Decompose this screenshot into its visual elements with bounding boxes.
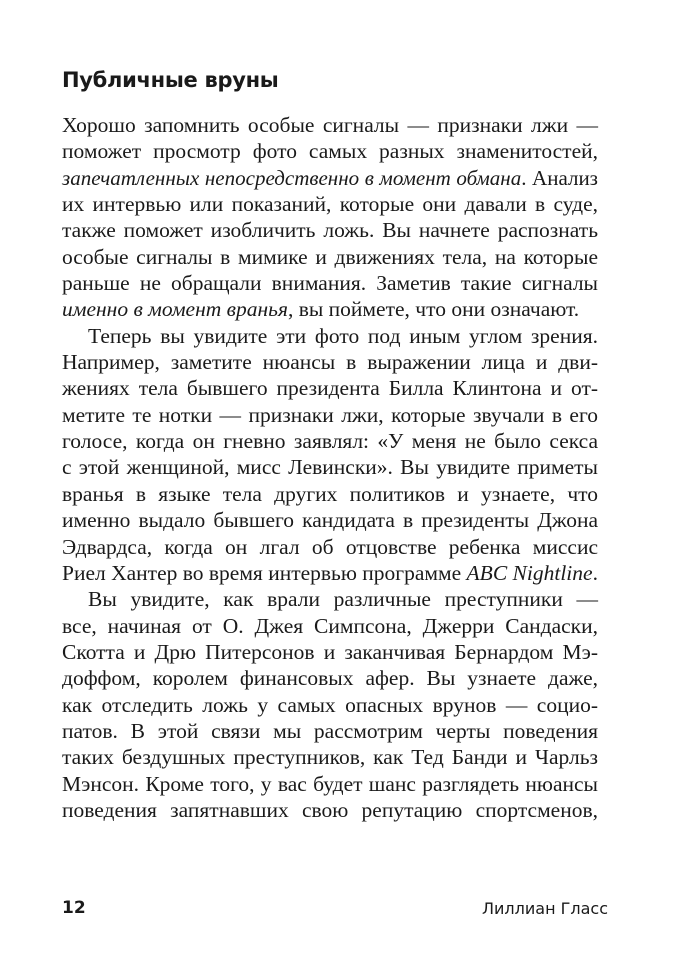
text-line — [62, 718, 598, 744]
text-run: . Анализ — [521, 165, 598, 190]
text-line — [62, 797, 598, 823]
text-run: . — [592, 560, 598, 585]
text-run: поможет просмотр фото самых разных знаменитостей, — [62, 139, 598, 164]
text-run: Вы увидите, как врали различные преступники — — [88, 587, 598, 612]
text-run: как отследить ложь у самых опасных врунов — социо- — [62, 692, 598, 717]
text-run: , вы поймете, что они означают. — [287, 297, 580, 322]
text-line — [62, 507, 598, 533]
text-run: поведения запятнавших свою репутацию спортсменов, — [62, 797, 598, 822]
text-line — [62, 191, 598, 217]
text-line — [62, 349, 598, 375]
section-heading: Публичные вруны — [62, 68, 279, 92]
text-line — [62, 217, 598, 243]
text-run: Скотта и Дрю Питерсонов и заканчивая Бернардом Мэ- — [62, 639, 598, 664]
text-line — [62, 665, 598, 691]
text-run: Мэнсон. Кроме того, у вас будет шанс разглядеть нюансы — [62, 771, 598, 796]
text-line — [62, 270, 598, 296]
text-run: Риел Хантер во время интервью программе — [62, 560, 467, 585]
text-line — [62, 454, 598, 480]
text-run: таких бездушных преступников, как Тед Банди и Чарльз — [62, 745, 598, 770]
text-run: Теперь вы увидите эти фото под иным углом зрения. — [88, 323, 598, 348]
text-run: раньше не обращали внимания. Заметив такие сигналы — [62, 271, 598, 296]
italic-text-run: ABC Nightline — [466, 560, 593, 585]
italic-text-run: запечатленных непосредственно в момент обмана — [62, 165, 522, 190]
text-run: также поможет изобличить ложь. Вы начнете распознать — [62, 218, 598, 243]
italic-text-run: именно в момент вранья — [62, 297, 288, 322]
text-line — [62, 323, 598, 349]
text-run: все, начиная от О. Джея Симпсона, Джерри Сандаски, — [62, 613, 598, 638]
text-line — [62, 771, 598, 797]
text-line — [62, 165, 598, 191]
text-line — [62, 112, 598, 138]
running-footer-author: Лиллиан Гласс — [481, 899, 608, 918]
text-run: вранья в языке тела других политиков и узнаете, что — [62, 481, 598, 506]
text-run: Эдвардса, когда он лгал об отцовстве ребенка миссис — [62, 534, 598, 559]
page-number: 12 — [62, 898, 86, 918]
body-text — [62, 112, 598, 823]
text-run: голосе, когда он гневно заявлял: «У меня не было секса — [62, 429, 598, 454]
text-line — [62, 138, 598, 164]
text-run: с этой женщиной, мисс Левински». Вы увидите приметы — [62, 455, 598, 480]
text-line — [62, 402, 598, 428]
text-run: жениях тела бывшего президента Билла Клинтона и от- — [62, 376, 598, 401]
text-line — [62, 534, 598, 560]
text-line — [62, 560, 598, 586]
text-line — [62, 375, 598, 401]
text-line — [62, 639, 598, 665]
text-run: именно выдало бывшего кандидата в президенты Джона — [62, 508, 598, 533]
text-line — [62, 481, 598, 507]
text-run: доффом, королем финансовых афер. Вы узнаете даже, — [62, 666, 598, 691]
text-run: патов. В этой связи мы рассмотрим черты поведения — [62, 718, 598, 743]
text-run: Например, заметите нюансы в выражении лица и дви- — [62, 350, 598, 375]
text-line — [62, 296, 598, 322]
text-line — [62, 244, 598, 270]
text-run: Хорошо запомнить особые сигналы — признаки лжи — — [62, 113, 598, 137]
text-run: их интервью или показаний, которые они давали в суде, — [62, 192, 598, 217]
text-run: метите те нотки — признаки лжи, которые звучали в его — [62, 402, 598, 427]
text-run: особые сигналы в мимике и движениях тела, на которые — [62, 244, 598, 269]
text-line — [62, 428, 598, 454]
text-line — [62, 692, 598, 718]
text-line — [62, 586, 598, 612]
text-line — [62, 613, 598, 639]
text-line — [62, 744, 598, 770]
